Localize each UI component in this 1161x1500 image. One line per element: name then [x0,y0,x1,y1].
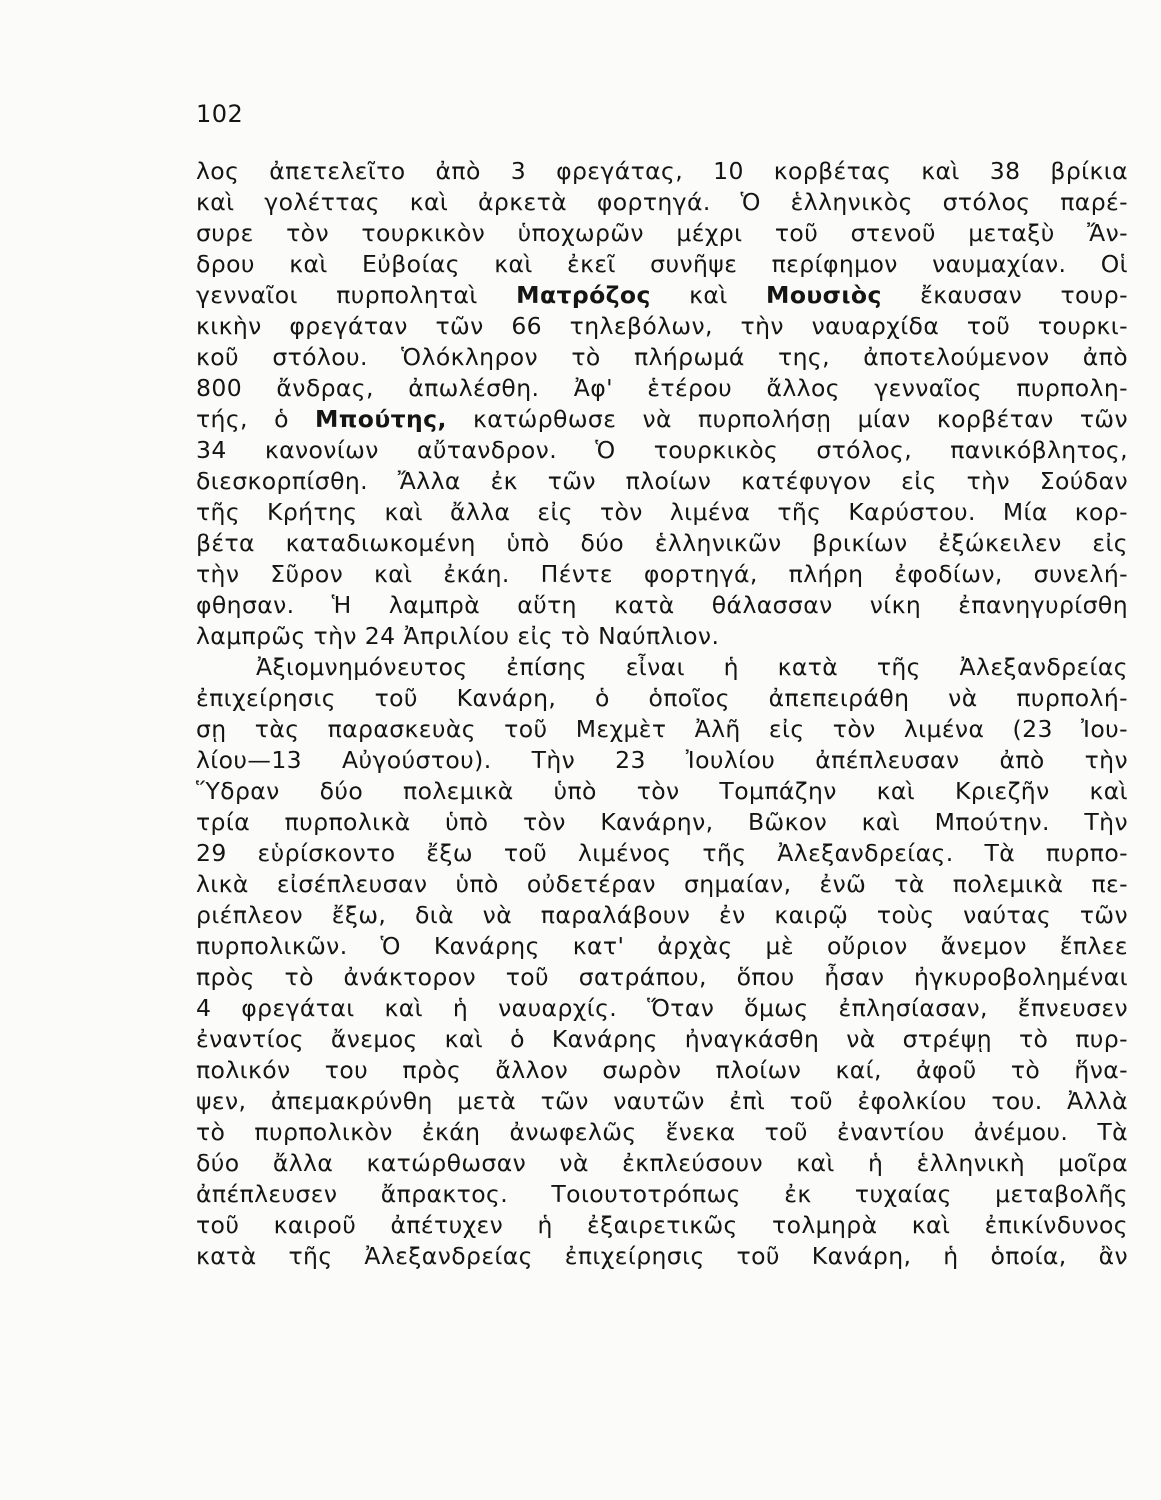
text-line: δρου καὶ Εὐβοίας καὶ ἐκεῖ συνῆψε περίφημον ναυμαχίαν. Οἱ [196,250,1128,278]
text-line: 29 εὑρίσκοντο ἔξω τοῦ λιμένος τῆς Ἀλεξανδρείας. Τὰ πυρπο- [196,839,1128,867]
text-line: κατὰ τῆς Ἀλεξανδρείας ἐπιχείρησις τοῦ Κανάρη, ἡ ὁποία, ἂν [196,1242,1128,1270]
text-line: συρε τὸν τουρκικὸν ὑποχωρῶν μέχρι τοῦ στενοῦ μεταξὺ Ἄν- [196,219,1128,247]
text-line: καὶ γολέττας καὶ ἀρκετὰ φορτηγά. Ὁ ἑλληνικὸς στόλος παρέ- [196,188,1128,216]
text-line: πολικόν του πρὸς ἄλλον σωρὸν πλοίων καί, ἀφοῦ τὸ ἥνα- [196,1056,1128,1084]
text-line: ἐναντίος ἄνεμος καὶ ὁ Κανάρης ἠναγκάσθη νὰ στρέψῃ τὸ πυρ- [196,1025,1128,1053]
text-line: ριέπλεον ἔξω, διὰ νὰ παραλάβουν ἐν καιρῷ τοὺς ναύτας τῶν [196,901,1128,929]
text-line: τῆς Κρήτης καὶ ἄλλα εἰς τὸν λιμένα τῆς Καρύστου. Μία κορ- [196,498,1128,526]
text-line: τὴν Σῦρον καὶ ἐκάη. Πέντε φορτηγά, πλήρη ἐφοδίων, συνελή- [196,560,1128,588]
text-line: Ὕδραν δύο πολεμικὰ ὑπὸ τὸν Τομπάζην καὶ Κριεζῆν καὶ [196,777,1128,805]
text-line: 34 κανονίων αὔτανδρον. Ὁ τουρκικὸς στόλος, πανικόβλητος, [196,436,1128,464]
text-line: τοῦ καιροῦ ἀπέτυχεν ἡ ἐξαιρετικῶς τολμηρὰ καὶ ἐπικίνδυνος [196,1211,1128,1239]
text-line: τής, ὁ Μπούτης, κατώρθωσε νὰ πυρπολήσῃ μίαν κορβέταν τῶν [196,405,1128,433]
text-line: ἐπιχείρησις τοῦ Κανάρη, ὁ ὁποῖος ἀπεπειράθη νὰ πυρπολή- [196,684,1128,712]
name-boutis: Μπούτης, [315,405,447,433]
text-line: λικὰ εἰσέπλευσαν ὑπὸ οὐδετέραν σημαίαν, ἐνῶ τὰ πολεμικὰ πε- [196,870,1128,898]
text-line: ψεν, ἀπεμακρύνθη μετὰ τῶν ναυτῶν ἐπὶ τοῦ ἐφολκίου του. Ἀλλὰ [196,1087,1128,1115]
text-line: λος ἀπετελεῖτο ἀπὸ 3 φρεγάτας, 10 κορβέτας καὶ 38 βρίκια [196,157,1128,185]
text-line: 800 ἄνδρας, ἀπωλέσθη. Ἀφ' ἑτέρου ἄλλος γενναῖος πυρπολη- [196,374,1128,402]
text-line: πυρπολικῶν. Ὁ Κανάρης κατ' ἀρχὰς μὲ οὔριον ἄνεμον ἔπλεε [196,932,1128,960]
text-line: τρία πυρπολικὰ ὑπὸ τὸν Κανάρην, Βῶκον καὶ Μπούτην. Τὴν [196,808,1128,836]
text-line: φθησαν. Ἡ λαμπρὰ αὕτη κατὰ θάλασσαν νίκη ἐπανηγυρίσθη [196,591,1128,619]
paragraph-1 [196,156,1128,652]
text-line: σῃ τὰς παρασκευὰς τοῦ Μεχμὲτ Ἀλῆ εἰς τὸν λιμένα (23 Ἰου- [196,715,1128,743]
name-mousios: Μουσιὸς [766,281,882,309]
text-line: 4 φρεγάται καὶ ἡ ναυαρχίς. Ὅταν ὅμως ἐπλησίασαν, ἔπνευσεν [196,994,1128,1022]
text-line: κοῦ στόλου. Ὁλόκληρον τὸ πλήρωμά της, ἀποτελούμενον ἀπὸ [196,343,1128,371]
text-line: βέτα καταδιωκομένη ὑπὸ δύο ἑλληνικῶν βρικίων ἐξώκειλεν εἰς [196,529,1128,557]
text-line: λαμπρῶς τὴν 24 Ἀπριλίου εἰς τὸ Ναύπλιον. [196,622,720,650]
body-text [196,156,1128,1272]
name-matrozos: Ματρόζος [516,281,651,309]
text-line: τὸ πυρπολικὸν ἐκάη ἀνωφελῶς ἕνεκα τοῦ ἐναντίου ἀνέμου. Τὰ [196,1118,1128,1146]
text-line: Ἀξιομνημόνευτος ἐπίσης εἶναι ἡ κατὰ τῆς Ἀλεξανδρείας [256,653,1128,681]
text-line: ἀπέπλευσεν ἄπρακτος. Τοιουτοτρόπως ἐκ τυχαίας μεταβολῆς [196,1180,1128,1208]
text-line: γενναῖοι πυρποληταὶ Ματρόζος καὶ Μουσιὸς ἔκαυσαν τουρ- [196,281,1128,309]
text-line: δύο ἄλλα κατώρθωσαν νὰ ἐκπλεύσουν καὶ ἡ ἑλληνικὴ μοῖρα [196,1149,1128,1177]
page-number: 102 [196,100,244,128]
text-line: κικὴν φρεγάταν τῶν 66 τηλεβόλων, τὴν ναυαρχίδα τοῦ τουρκι- [196,312,1128,340]
text-line: διεσκορπίσθη. Ἄλλα ἐκ τῶν πλοίων κατέφυγον εἰς τὴν Σούδαν [196,467,1128,495]
text-line: λίου—13 Αὐγούστου). Τὴν 23 Ἰουλίου ἀπέπλευσαν ἀπὸ τὴν [196,746,1128,774]
text-line: πρὸς τὸ ἀνάκτορον τοῦ σατράπου, ὅπου ἦσαν ἠγκυροβολημέναι [196,963,1128,991]
paragraph-2 [196,652,1128,1272]
